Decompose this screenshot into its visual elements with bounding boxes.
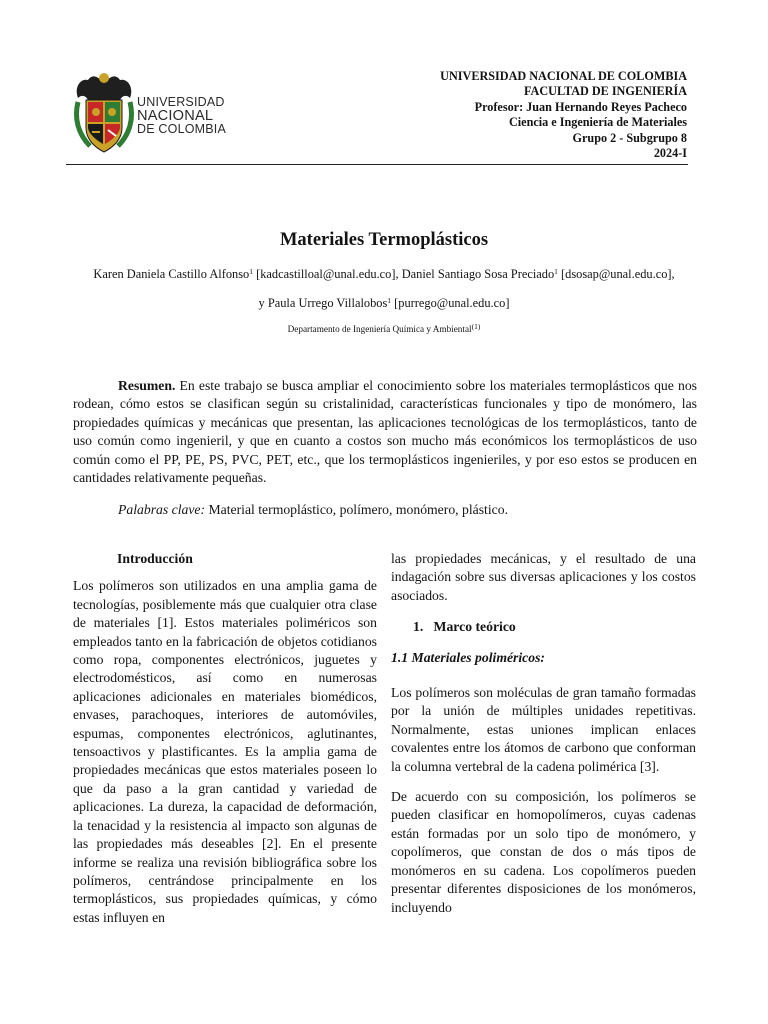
author-name: Daniel Santiago Sosa Preciado bbox=[401, 267, 555, 281]
body-paragraph: Los polímeros son moléculas de gran tamaño formadas por la unión de múltiples unidades repetitivas. Normalmente, estas uniones implican enlaces covalentes entre los átomos de carbono que conforman la columna vertebral de la cadena polimérica [3]. bbox=[391, 685, 696, 774]
subsection-heading: 1.1 Materiales poliméricos: bbox=[391, 649, 545, 665]
keywords bbox=[118, 502, 508, 518]
introduction-continuation: las propiedades mecánicas, y el resultado de una indagación sobre sus diversas aplicaciones y los costos asociados. bbox=[391, 551, 696, 603]
right-column bbox=[391, 550, 696, 917]
introduction-paragraph: Los polímeros son utilizados en una amplia gama de tecnologías, posiblemente más que cualquier otra clase de materiales [1]. Estos materiales poliméricos son empleados tanto en la fabricación de objetos cotidianos como ropa, componentes electrónicos, juguetes y electrodomésticos, así como en numerosas aplicaciones adicionales en materiales biomédicos, envases, parachoques, interiores de automóviles, espumas, componentes electrónicos, aglutinantes, tensoactivos y plastificantes. Es la amplia gama de propiedades mecánicas que estos materiales poseen lo que da paso a la gran cantidad y variedad de aplicaciones. La dureza, la capacidad de deformación, la tenacidad y la resistencia al impacto son algunas de las propiedades más deseables [2]. En el presente informe se realiza una revisión bibliográfica sobre los polímeros, centrándose principalmente en los termoplásticos, sus propiedades químicas, y cómo estas influyen en bbox=[73, 578, 377, 925]
abstract bbox=[73, 377, 697, 487]
header-group: Grupo 2 - Subgrupo 8 bbox=[572, 130, 687, 145]
keywords-label: Palabras clave: bbox=[118, 502, 206, 517]
logo-line-3: DE COLOMBIA bbox=[137, 121, 227, 136]
affiliation-mark: 1 bbox=[249, 267, 254, 276]
header-term: 2024-I bbox=[653, 146, 687, 161]
affiliation-mark: 1 bbox=[387, 296, 392, 305]
author-email: [purrego@unal.edu.co] bbox=[391, 296, 510, 310]
university-logo bbox=[72, 68, 227, 158]
course-header bbox=[440, 69, 687, 161]
header-course: Ciencia e Ingeniería de Materiales bbox=[508, 115, 687, 130]
paper-title: Materiales Termoplásticos bbox=[279, 230, 489, 250]
header-faculty: FACULTAD DE INGENIERÍA bbox=[524, 84, 687, 99]
authors-line-1 bbox=[0, 266, 768, 282]
department-affiliation bbox=[0, 324, 768, 334]
keywords-text: Material termoplástico, polímero, monómero, plástico. bbox=[205, 502, 508, 517]
left-column bbox=[73, 550, 377, 927]
header-professor: Profesor: Juan Hernando Reyes Pacheco bbox=[474, 99, 687, 114]
logo-line-2: NACIONAL bbox=[137, 107, 214, 124]
section-number: 1. bbox=[413, 619, 424, 635]
abstract-label: Resumen. bbox=[118, 378, 176, 393]
logo-line-1: UNIVERSIDAD bbox=[137, 95, 225, 109]
author-name: Karen Daniela Castillo Alfonso bbox=[93, 267, 250, 281]
author-name: y Paula Urrego Villalobos bbox=[258, 296, 388, 310]
header-divider bbox=[66, 164, 688, 165]
introduction-heading: Introducción bbox=[117, 551, 193, 566]
author-email: [kadcastilloal@unal.edu.co], bbox=[253, 267, 402, 281]
abstract-text: En este trabajo se busca ampliar el conocimiento sobre los materiales termoplásticos que nos rodean, cómo estos se clasifican según su cristalinidad, características funcionales y tipo de monómero, las propiedades químicas y mecánicas que presentan, las aplicaciones tecnológicas de los termoplásticos, tanto de uso común como ingenieril, y que en cuanto a costos son mucho más económicos los termoplásticos de uso común como el PP, PE, PS, PVC, PET, etc., que los termoplásticos ingenieriles, y por eso estos se producen en cantidades relativamente pequeñas. bbox=[73, 378, 697, 486]
department-name: Departamento de Ingeniería Química y Ambiental bbox=[287, 324, 472, 334]
section-heading bbox=[391, 618, 696, 636]
authors-line-2 bbox=[0, 295, 768, 311]
logo-wordmark bbox=[137, 96, 226, 135]
body-paragraph: De acuerdo con su composición, los polímeros se pueden clasificar en homopolímeros, cuyas cadenas están formadas por un solo tipo de monómero, y copolímeros, que constan de dos o más tipos de monómeros en su cadena. Los copolímeros pueden presentar diferentes disposiciones de los monómeros, incluyendo bbox=[391, 789, 696, 915]
author-email: [dsosap@unal.edu.co], bbox=[557, 267, 675, 281]
university-seal-icon bbox=[72, 68, 136, 158]
header-university: UNIVERSIDAD NACIONAL DE COLOMBIA bbox=[440, 69, 687, 83]
department-mark: (1) bbox=[471, 322, 481, 331]
section-title: Marco teórico bbox=[433, 619, 516, 635]
affiliation-mark: 1 bbox=[554, 267, 558, 276]
